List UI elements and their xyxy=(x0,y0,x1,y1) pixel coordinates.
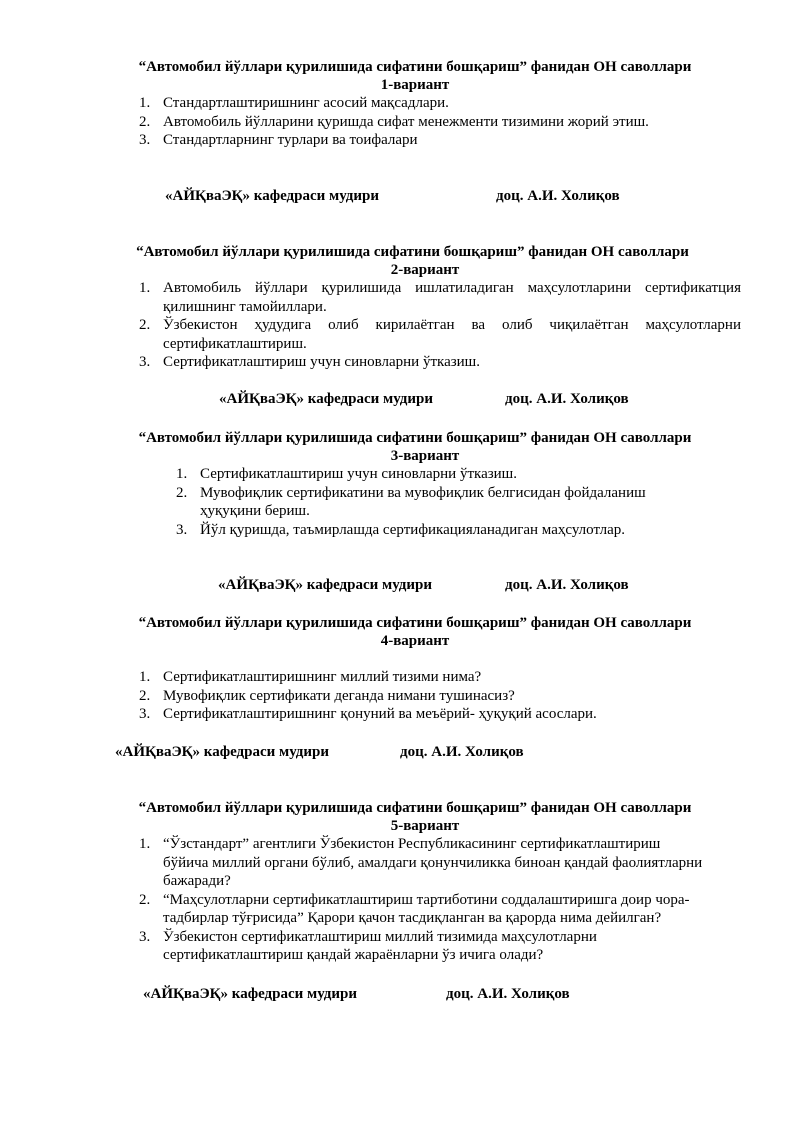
signature-name: доц. А.И. Холиқов xyxy=(505,577,629,593)
item-text: Мувофиқлик сертификатини ва мувофиқлик белгисидан фойдаланиш ҳуқуқини бериш. xyxy=(200,484,646,519)
item-text: Сертификатлаштиришнинг миллий тизими нима? xyxy=(163,669,482,685)
variant-5-section xyxy=(0,799,800,965)
variant-2-section xyxy=(0,243,800,372)
item-text: Ўзбекистон ҳудудига олиб кирилаётган ва олиб чиқилаётган маҳсулотларни сертификатлаштириш. xyxy=(163,317,741,352)
item-text: “Маҳсулотларни сертификатлаштириш тартиботини соддалаштиришга доир чора-тадбирлар тўғрисида” Қарори қачон тасдиқланган ва қарорда нима дейилган? xyxy=(163,891,690,926)
variant-4-section xyxy=(0,614,800,724)
list-item xyxy=(139,316,741,353)
item-number: 3. xyxy=(139,928,151,945)
list-item xyxy=(139,835,703,891)
question-list xyxy=(139,279,741,372)
item-text: Мувофиқлик сертификати деганда нимани тушинасиз? xyxy=(163,687,515,704)
list-item xyxy=(139,353,741,372)
item-number: 1. xyxy=(139,280,151,296)
question-list xyxy=(139,94,741,150)
item-text: “Ўзстандарт” агентлиги Ўзбекистон Республикасининг сертификатлаштириш бўйича миллий органи бўлиб, амалдаги қонунчиликка биноан қандай фаолиятларни бажаради? xyxy=(163,836,703,889)
variant-3-section xyxy=(0,429,800,539)
signature-name: доц. А.И. Холиқов xyxy=(505,391,629,407)
variant-label: 5-вариант xyxy=(390,818,460,834)
item-number: 2. xyxy=(176,484,188,501)
list-item xyxy=(139,94,741,113)
item-number: 1. xyxy=(176,466,188,482)
section-title: “Автомобил йўллари қурилишида сифатини бошқариш” фанидан ОН саволлари xyxy=(138,615,692,631)
item-text: Ўзбекистон сертификатлаштириш миллий тизимида маҳсулотларни сертификатлаштириш қандай жараёнларни ўз ичига олади? xyxy=(163,928,597,963)
item-number: 3. xyxy=(139,132,151,148)
question-list xyxy=(139,835,738,965)
item-number: 1. xyxy=(139,95,151,111)
section-title: “Автомобил йўллари қурилишида сифатини бошқариш” фанидан ОН саволлари xyxy=(138,430,692,446)
item-text: Автомобиль йўлларини қуришда сифат менежменти тизимини жорий этиш. xyxy=(163,113,649,130)
variant-label: 4-вариант xyxy=(380,633,450,649)
variant-label: 1-вариант xyxy=(380,77,450,93)
question-list xyxy=(176,465,680,539)
item-text: Стандартларнинг турлари ва тоифалари xyxy=(163,132,418,148)
item-number: 3. xyxy=(176,521,188,538)
signature-department: «АЙҚваЭҚ» кафедраси мудири xyxy=(165,188,379,204)
list-item xyxy=(176,465,680,484)
item-text: Йўл қуришда, таъмирлашда сертификацияланадиган маҳсулотлар. xyxy=(200,521,626,538)
item-text: Сертификатлаштириш учун синовларни ўтказиш. xyxy=(163,354,480,370)
signature-name: доц. А.И. Холиқов xyxy=(400,744,524,760)
item-text: Сертификатлаштиришнинг қонуний ва меъёрий- ҳуқуқий асослари. xyxy=(163,706,597,722)
section-title: “Автомобил йўллари қурилишида сифатини бошқариш” фанидан ОН саволлари xyxy=(138,800,692,816)
list-item xyxy=(139,705,741,724)
item-text: Автомобиль йўллари қурилишида ишлатиладиган маҳсулотларини сертификатция қилишнинг тамойиллари. xyxy=(163,280,741,315)
variant-label: 3-вариант xyxy=(390,448,460,464)
item-number: 3. xyxy=(139,354,151,370)
question-list xyxy=(139,668,741,724)
item-text: Сертификатлаштириш учун синовларни ўтказиш. xyxy=(200,466,517,482)
signature-department: «АЙҚваЭҚ» кафедраси мудири xyxy=(218,577,432,593)
signature-department: «АЙҚваЭҚ» кафедраси мудири xyxy=(143,986,357,1002)
list-item xyxy=(139,928,653,965)
signature-department: «АЙҚваЭҚ» кафедраси мудири xyxy=(115,744,329,760)
item-number: 2. xyxy=(139,891,151,908)
signature-name: доц. А.И. Холиқов xyxy=(496,188,620,204)
variant-1-section xyxy=(0,58,800,150)
list-item xyxy=(176,484,680,521)
item-number: 1. xyxy=(139,669,151,685)
signature-name: доц. А.И. Холиқов xyxy=(446,986,570,1002)
item-number: 2. xyxy=(139,687,151,704)
item-number: 1. xyxy=(139,836,151,852)
list-item xyxy=(139,687,741,706)
list-item xyxy=(176,521,680,540)
item-number: 3. xyxy=(139,706,151,722)
signature-department: «АЙҚваЭҚ» кафедраси мудири xyxy=(219,391,433,407)
list-item xyxy=(139,891,738,928)
item-number: 2. xyxy=(139,113,151,130)
list-item xyxy=(139,279,741,316)
variant-label: 2-вариант xyxy=(390,262,460,278)
item-number: 2. xyxy=(139,317,151,333)
section-title: “Автомобил йўллари қурилишида сифатини бошқариш” фанидан ОН саволлари xyxy=(138,59,692,75)
item-text: Стандартлаштиришнинг асосий мақсадлари. xyxy=(163,95,449,111)
list-item xyxy=(139,668,741,687)
list-item xyxy=(139,131,741,150)
section-title: “Автомобил йўллари қурилишида сифатини бошқариш” фанидан ОН саволлари xyxy=(136,244,689,260)
list-item xyxy=(139,113,741,132)
